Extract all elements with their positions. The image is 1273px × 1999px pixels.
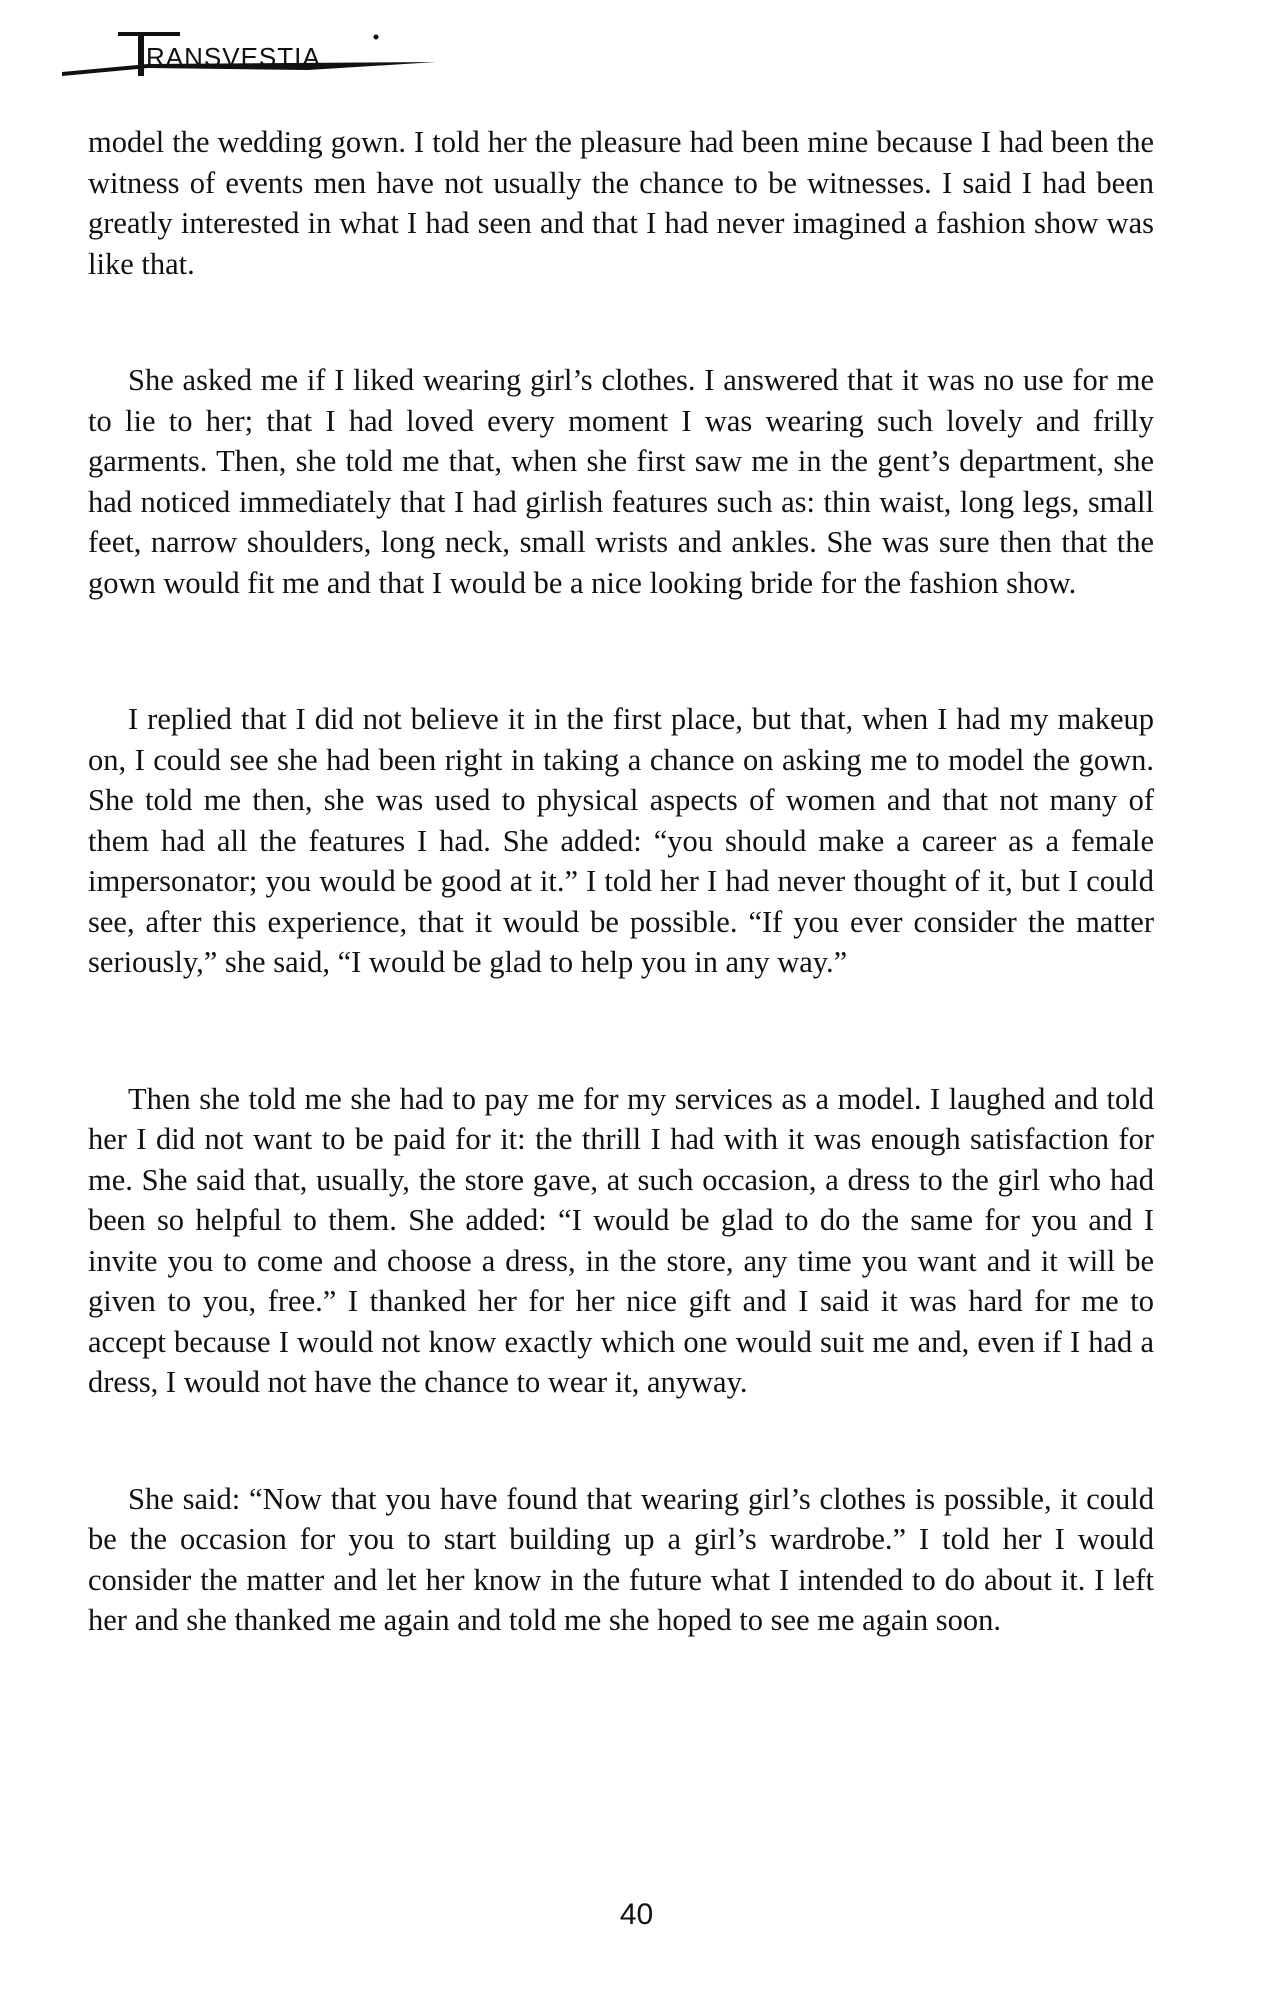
- paragraph-4: Then she told me she had to pay me for my services as a model. I laughed and told her I did not want to be paid for it: the thrill I had with it was enough satisfaction for me. She said that, usually, the store gave, at such occasion, a dress to the girl who had been so helpful to them. She added: “I would be glad to do the same for you and I invite you to come and choose a dress, in the store, any time you want and it will be given to you, free.” I thanked her for her nice gift and I said it was hard for me to accept because I would not know exactly which one would suit me and, even if I had a dress, I would not have the chance to wear it, anyway.: [88, 1081, 1154, 1399]
- paragraph-2: She asked me if I liked wearing girl’s clothes. I answered that it was no use for me to lie to her; that I had loved every moment I was wearing such lovely and frilly garments. Then, she told me that, when she first saw me in the gent’s department, she had noticed immediately that I had girlish features such as: thin waist, long legs, small feet, narrow shoulders, long neck, small wrists and ankles. She was sure then that the gown would fit me and that I would be a nice looking bride for the fashion show.: [88, 363, 1154, 600]
- page-number: 40: [619, 1898, 654, 1931]
- running-title: RANSVESTIA: [146, 42, 321, 72]
- paragraph-5: She said: “Now that you have found that wearing girl’s clothes is possible, it could be the occasion for you to start building up a girl’s wardrobe.” I told her I would consider the matter and let her know in the future what I intended to do about it. I left her and she thanked me again and told me she hoped to see me again soon.: [88, 1481, 1154, 1637]
- body-text: [88, 122, 1154, 1641]
- paragraph-3: I replied that I did not believe it in the first place, but that, when I had my makeup on, I could see she had been right in taking a chance on asking me to model the gown. She told me then, she was used to physical aspects of women and that not many of them had all the features I had. She added: “you should make a career as a female impersonator; you would be good at it.” I told her I had never thought of it, but I could see, after this experience, that it would be possible. “If you ever consider the matter seriously,” she said, “I would be glad to help you in any way.”: [88, 702, 1154, 979]
- masthead-logo: [58, 18, 438, 78]
- paragraph-1: model the wedding gown. I told her the pleasure had been mine because I had been the witness of events men have not usually the chance to be witnesses. I said I had been greatly interested in what I had seen and that I had never imagined a fashion show was like that.: [88, 125, 1154, 281]
